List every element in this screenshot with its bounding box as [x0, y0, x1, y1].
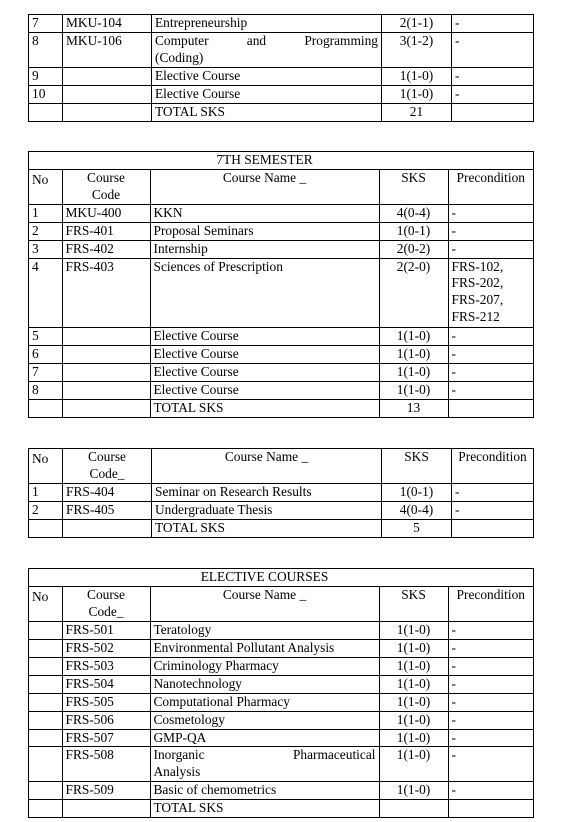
- course-name: Elective Course: [152, 86, 382, 104]
- precondition: -: [452, 483, 534, 501]
- header-precondition: Precondition: [448, 170, 534, 205]
- row-no: [29, 782, 63, 800]
- table-row: [29, 782, 534, 800]
- row-no: [29, 747, 63, 782]
- header-code: [62, 587, 150, 622]
- precondition: -: [448, 711, 534, 729]
- table-row: [29, 640, 534, 658]
- table-row: [29, 622, 534, 640]
- row-no: [29, 711, 63, 729]
- row-no: [29, 104, 63, 122]
- course-code: [63, 68, 152, 86]
- sks-value: 1(1-0): [379, 675, 448, 693]
- row-no: [29, 399, 63, 417]
- precondition: -: [448, 222, 534, 240]
- total-label: TOTAL SKS: [152, 519, 382, 537]
- table-title: ELECTIVE COURSES: [150, 569, 379, 587]
- semester-table-continued: [28, 14, 534, 122]
- precondition: [452, 519, 534, 537]
- precondition: -: [448, 240, 534, 258]
- course-name-line: (Coding): [155, 49, 204, 65]
- course-code: FRS-403: [62, 258, 150, 327]
- header-sks: SKS: [379, 170, 448, 205]
- course-name: [152, 33, 382, 68]
- course-name: Seminar on Research Results: [152, 483, 382, 501]
- precondition: -: [448, 747, 534, 782]
- precondition: -: [448, 640, 534, 658]
- precondition: -: [448, 363, 534, 381]
- precondition: -: [448, 204, 534, 222]
- row-no: [29, 519, 63, 537]
- precondition: -: [448, 327, 534, 345]
- table-row: [29, 729, 534, 747]
- sks-value: 1(1-0): [379, 345, 448, 363]
- sks-value: 1(1-0): [379, 711, 448, 729]
- sks-value: 1(1-0): [379, 729, 448, 747]
- course-name: Elective Course: [152, 68, 382, 86]
- total-label: TOTAL SKS: [150, 800, 379, 818]
- course-code: FRS-404: [63, 483, 152, 501]
- table-row: [29, 240, 534, 258]
- table-row: [29, 693, 534, 711]
- seventh-semester-table: [28, 151, 534, 418]
- header-code-line: Code_: [88, 603, 124, 619]
- table-title: 7TH SEMESTER: [150, 152, 379, 170]
- course-name: Sciences of Prescription: [150, 258, 379, 327]
- precondition: -: [448, 381, 534, 399]
- title-cell-blank: [29, 569, 63, 587]
- row-no: 8: [29, 381, 63, 399]
- row-no: 9: [29, 68, 63, 86]
- table-header-row: [29, 449, 534, 484]
- sks-value: 1(1-0): [379, 640, 448, 658]
- course-name: Elective Course: [150, 381, 379, 399]
- row-no: [29, 729, 63, 747]
- header-code-line: Course: [88, 449, 126, 464]
- elective-courses-table: [28, 568, 534, 818]
- row-no: 1: [29, 204, 63, 222]
- row-no: [29, 640, 63, 658]
- course-name: Elective Course: [150, 363, 379, 381]
- course-name-line: Analysis: [153, 764, 201, 779]
- total-sks-value: 13: [379, 399, 448, 417]
- t2-body: [29, 152, 534, 418]
- header-no: No: [29, 449, 63, 484]
- course-name: Basic of chemometrics: [150, 782, 379, 800]
- course-name: Teratology: [150, 622, 379, 640]
- precondition-line: FRS-102,: [451, 258, 504, 274]
- precondition: -: [448, 693, 534, 711]
- table-row: [29, 483, 534, 501]
- course-code: FRS-502: [62, 640, 150, 658]
- course-name: Entrepreneurship: [152, 15, 382, 33]
- header-code-line: Code: [91, 186, 121, 202]
- total-row: [29, 104, 534, 122]
- precondition: -: [452, 501, 534, 519]
- precondition: [452, 104, 534, 122]
- total-row: [29, 519, 534, 537]
- course-name: KKN: [150, 204, 379, 222]
- course-code: FRS-505: [62, 693, 150, 711]
- precondition: -: [452, 33, 534, 68]
- precondition: -: [448, 622, 534, 640]
- table-row: [29, 33, 534, 68]
- precondition: -: [452, 15, 534, 33]
- course-name: GMP-QA: [150, 729, 379, 747]
- precondition: -: [452, 86, 534, 104]
- title-cell-blank: [62, 569, 150, 587]
- table-row: [29, 204, 534, 222]
- course-code: [62, 800, 150, 818]
- row-no: 8: [29, 33, 63, 68]
- precondition: -: [448, 675, 534, 693]
- course-name-line: Computer and Programming: [155, 33, 378, 48]
- course-code: [63, 104, 152, 122]
- table-row: [29, 258, 534, 327]
- precondition: -: [452, 68, 534, 86]
- table-row: [29, 68, 534, 86]
- header-code-line: Code_: [89, 465, 125, 481]
- precondition: -: [448, 345, 534, 363]
- course-code: FRS-503: [62, 658, 150, 676]
- sks-value: 3(1-2): [382, 33, 452, 68]
- title-cell-blank: [448, 569, 534, 587]
- sks-value: 1(1-0): [379, 747, 448, 782]
- course-name: Criminology Pharmacy: [150, 658, 379, 676]
- table-row: [29, 363, 534, 381]
- table-row: [29, 711, 534, 729]
- table-row: [29, 747, 534, 782]
- row-no: [29, 658, 63, 676]
- course-name: Environmental Pollutant Analysis: [150, 640, 379, 658]
- course-code: FRS-402: [62, 240, 150, 258]
- sks-value: 1(1-0): [379, 622, 448, 640]
- table-header-row: [29, 170, 534, 205]
- row-no: 6: [29, 345, 63, 363]
- sks-value: 4(0-4): [379, 204, 448, 222]
- table-row: [29, 86, 534, 104]
- course-code: FRS-501: [62, 622, 150, 640]
- course-code: [62, 363, 150, 381]
- course-code: MKU-106: [63, 33, 152, 68]
- course-code: MKU-104: [63, 15, 152, 33]
- header-sks: SKS: [382, 449, 452, 484]
- title-cell-blank: [379, 152, 448, 170]
- sks-value: 1(1-0): [379, 363, 448, 381]
- total-row: [29, 399, 534, 417]
- row-no: [29, 622, 63, 640]
- header-no: No: [29, 587, 63, 622]
- course-name: Elective Course: [150, 327, 379, 345]
- row-no: 2: [29, 222, 63, 240]
- title-cell-blank: [448, 152, 534, 170]
- precondition: [448, 800, 534, 818]
- sks-value: 1(1-0): [379, 327, 448, 345]
- precondition-line: FRS-212: [451, 308, 500, 324]
- header-no: No: [29, 170, 63, 205]
- precondition: -: [448, 729, 534, 747]
- course-name: Undergraduate Thesis: [152, 501, 382, 519]
- row-no: 1: [29, 483, 63, 501]
- sks-value: 1(0-1): [382, 483, 452, 501]
- sks-value: 1(1-0): [379, 381, 448, 399]
- table-row: [29, 675, 534, 693]
- table-row: [29, 381, 534, 399]
- precondition: [448, 258, 534, 327]
- row-no: 3: [29, 240, 63, 258]
- course-code: [62, 327, 150, 345]
- course-name: Internship: [150, 240, 379, 258]
- row-no: 2: [29, 501, 63, 519]
- course-name: [150, 747, 379, 782]
- course-name: Nanotechnology: [150, 675, 379, 693]
- table-header-row: [29, 587, 534, 622]
- course-name: Cosmetology: [150, 711, 379, 729]
- header-sks: SKS: [379, 587, 448, 622]
- sks-value: 1(1-0): [379, 658, 448, 676]
- row-no: [29, 675, 63, 693]
- row-no: 10: [29, 86, 63, 104]
- table-row: [29, 15, 534, 33]
- course-code: FRS-506: [62, 711, 150, 729]
- precondition: -: [448, 658, 534, 676]
- course-name: Proposal Seminars: [150, 222, 379, 240]
- header-name: Course Name _: [152, 449, 382, 484]
- sks-value: 1(1-0): [379, 782, 448, 800]
- row-no: 7: [29, 15, 63, 33]
- table-title-row: [29, 569, 534, 587]
- total-label: TOTAL SKS: [150, 399, 379, 417]
- table-title-row: [29, 152, 534, 170]
- eighth-semester-table: [28, 448, 534, 538]
- course-code: FRS-507: [62, 729, 150, 747]
- sks-value: 1(1-0): [382, 86, 452, 104]
- sks-value: 1(0-1): [379, 222, 448, 240]
- total-sks-value: [379, 800, 448, 818]
- total-sks-value: 21: [382, 104, 452, 122]
- total-row: [29, 800, 534, 818]
- table-row: [29, 345, 534, 363]
- header-name: Course Name _: [150, 170, 379, 205]
- total-label: TOTAL SKS: [152, 104, 382, 122]
- header-code-line: Course: [87, 587, 125, 602]
- title-cell-blank: [379, 569, 448, 587]
- header-precondition: Precondition: [452, 449, 534, 484]
- t3-body: [29, 449, 534, 538]
- course-code: [62, 381, 150, 399]
- course-code: FRS-509: [62, 782, 150, 800]
- row-no: [29, 800, 63, 818]
- course-code: FRS-401: [62, 222, 150, 240]
- precondition-line: FRS-207,: [451, 292, 504, 307]
- table-row: [29, 658, 534, 676]
- title-cell-blank: [62, 152, 150, 170]
- course-code: FRS-508: [62, 747, 150, 782]
- sks-value: 2(0-2): [379, 240, 448, 258]
- row-no: [29, 693, 63, 711]
- t4-body: [29, 569, 534, 818]
- course-name: Elective Course: [150, 345, 379, 363]
- sks-value: 2(1-1): [382, 15, 452, 33]
- title-cell-blank: [29, 152, 63, 170]
- course-code: [63, 86, 152, 104]
- header-code: [63, 449, 152, 484]
- header-name: Course Name _: [150, 587, 379, 622]
- sks-value: 2(2-0): [379, 258, 448, 327]
- precondition: -: [448, 782, 534, 800]
- total-sks-value: 5: [382, 519, 452, 537]
- table-row: [29, 222, 534, 240]
- course-name-line: Inorganic Pharmaceutical: [153, 747, 376, 763]
- sks-value: 1(1-0): [382, 68, 452, 86]
- header-code-line: Course: [87, 170, 125, 185]
- row-no: 4: [29, 258, 63, 327]
- sks-value: 1(1-0): [379, 693, 448, 711]
- row-no: 5: [29, 327, 63, 345]
- header-code: [62, 170, 150, 205]
- header-precondition: Precondition: [448, 587, 534, 622]
- course-code: [63, 519, 152, 537]
- row-no: 7: [29, 363, 63, 381]
- course-name: Computational Pharmacy: [150, 693, 379, 711]
- sks-value: 4(0-4): [382, 501, 452, 519]
- table-row: [29, 501, 534, 519]
- course-code: [62, 345, 150, 363]
- course-code: [62, 399, 150, 417]
- course-code: FRS-405: [63, 501, 152, 519]
- precondition-line: FRS-202,: [451, 275, 504, 291]
- course-code: FRS-504: [62, 675, 150, 693]
- precondition: [448, 399, 534, 417]
- table-row: [29, 327, 534, 345]
- t1-body: [29, 15, 534, 122]
- course-code: MKU-400: [62, 204, 150, 222]
